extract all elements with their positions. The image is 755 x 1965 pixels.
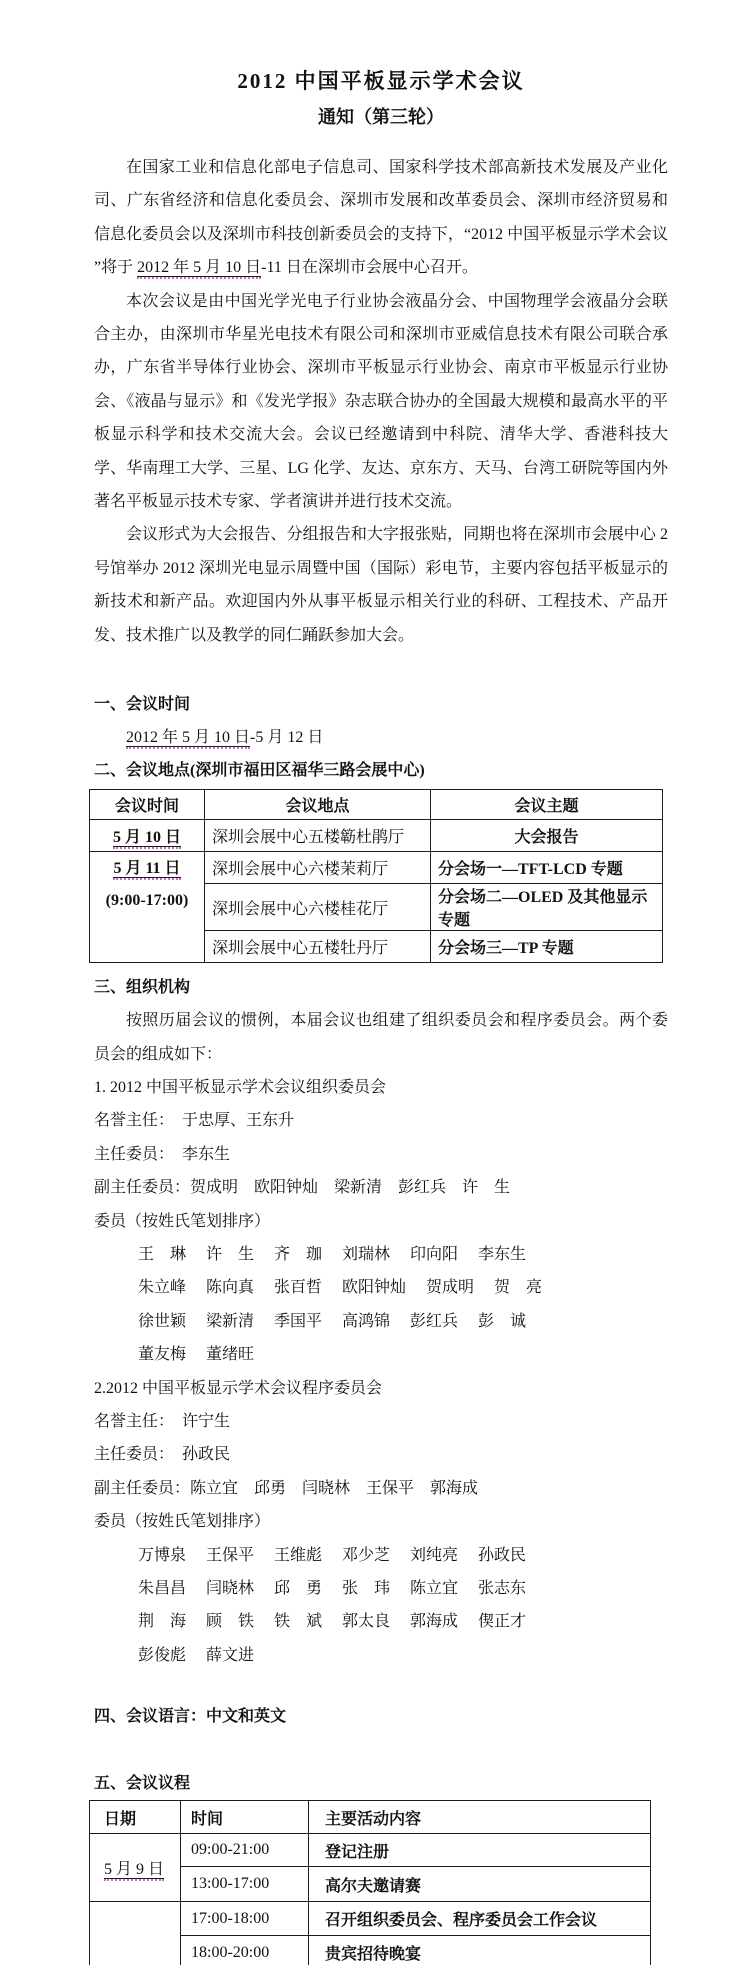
prog-committee-title: 2.2012 中国平板显示学术会议程序委员会 (94, 1379, 383, 1397)
venue-row-1 (90, 820, 663, 852)
agenda-header-activity: 主要活动内容 (309, 1801, 651, 1834)
venue-header-place: 会议地点 (205, 790, 431, 820)
venue-topic-2: 分会场一—TFT-LCD 专题 (431, 852, 663, 884)
prog-members-row-1: 万博泉 王保平 王维彪 邓少芝 刘纯亮 孙政民 (138, 1546, 527, 1564)
agenda-row-1 (90, 1834, 651, 1867)
venue-topic-4: 分会场三—TP 专题 (431, 931, 663, 963)
section-3-body: 按照历届会议的惯例，本届会议也组建了组织委员会和程序委员会。两个委员会的组成如下： (94, 1012, 668, 1063)
conference-date-underline (137, 259, 261, 279)
org-members-row-3: 徐世颖 梁新清 季国平 高鸿锦 彭红兵 彭 诚 (138, 1312, 527, 1330)
org-honorary-chair-line: 名誉主任： 于忠厚、王东升 (94, 1112, 295, 1130)
venue-place-3: 深圳会展中心六楼桂花厅 (205, 884, 431, 931)
venue-date-2-underline (113, 860, 180, 880)
meeting-date-underline (126, 729, 250, 749)
agenda-row-3 (90, 1902, 651, 1936)
agenda-activity-1: 登记注册 (309, 1834, 651, 1867)
agenda-activity-3: 召开组织委员会、程序委员会工作会议 (309, 1902, 651, 1936)
prog-members-row-4: 彭俊彪 薛文进 (138, 1646, 255, 1664)
venue-date-1-text: 5 月 10 日 (112, 829, 181, 847)
org-committee-title: 1. 2012 中国平板显示学术会议组织委员会 (94, 1078, 387, 1096)
doc-title: 2012 中国平板显示学术会议 (237, 69, 525, 93)
intro-p1-text: 在国家工业和信息化部电子信息司、国家科学技术部高新技术发展及产业化司、广东省经济和信息化委员会、深圳市发展和改革委员会、深圳市经济贸易和信息化委员会以及深圳市科技创新委员会的支持下，“2012 中国平板显示学术会议 ”将于 (94, 159, 668, 277)
agenda-time-1: 09:00-21:00 (181, 1834, 309, 1867)
venue-date-1 (90, 820, 205, 852)
venue-date-2 (90, 852, 205, 963)
agenda-date-underline (104, 1861, 164, 1881)
prog-honorary-chair-line: 名誉主任： 许宁生 (94, 1412, 231, 1430)
section-4-heading: 四、会议语言：中文和英文 (94, 1708, 287, 1726)
venue-date-1-underline (113, 829, 181, 849)
org-members-row-1: 王 琳 许 生 齐 珈 刘瑞林 印向阳 李东生 (138, 1245, 527, 1263)
venue-place-1: 深圳会展中心五楼簕杜鹃厅 (205, 820, 431, 852)
prog-members-row-2: 朱昌昌 闫晓林 邱 勇 张 玮 陈立宜 张志东 (138, 1580, 527, 1597)
venue-header-topic: 会议主题 (431, 790, 663, 820)
prog-members-label: 委员（按姓氏笔划排序） (94, 1513, 271, 1531)
meeting-date-rest: -5 月 12 日 (250, 729, 324, 747)
venue-date-2-line2: (9:00-17:00) (105, 892, 189, 910)
agenda-activity-4: 贵宾招待晚宴 (309, 1936, 651, 1965)
agenda-header-time: 时间 (181, 1801, 309, 1834)
agenda-time-4: 18:00-20:00 (181, 1936, 309, 1965)
intro-paragraph-1 (94, 151, 668, 285)
intro-p1-rest: -11 日在深圳市会展中心召开。 (261, 259, 478, 277)
prog-chair-line: 主任委员： 孙政民 (94, 1446, 231, 1464)
venue-topic-1: 大会报告 (431, 820, 663, 852)
org-members-row-2: 朱立峰 陈向真 张百哲 欧阳钟灿 贺成明 贺 亮 (138, 1279, 543, 1297)
section-2-heading: 二、会议地点(深圳市福田区福华三路会展中心) (94, 762, 425, 780)
venue-place-4: 深圳会展中心五楼牡丹厅 (205, 931, 431, 963)
venue-topic-3: 分会场二—OLED 及其他显示专题 (431, 884, 663, 931)
agenda-time-3: 17:00-18:00 (181, 1902, 309, 1936)
section-1-heading: 一、会议时间 (94, 696, 191, 714)
org-vice-chairs-line: 副主任委员：贺成明 欧阳钟灿 梁新清 彭红兵 许 生 (94, 1179, 511, 1197)
agenda-time-2: 13:00-17:00 (181, 1867, 309, 1902)
prog-members-row-3: 荆 海 顾 铁 铁 斌 郭太良 郭海成 偰正才 (138, 1613, 527, 1631)
venue-header-time: 会议时间 (90, 790, 205, 820)
venue-table (89, 789, 663, 963)
agenda-activity-2: 高尔夫邀请赛 (309, 1867, 651, 1902)
intro-paragraph-2: 本次会议是由中国光学光电子行业协会液晶分会、中国物理学会液晶分会联合主办，由深圳市华星光电技术有限公司和深圳市亚威信息技术有限公司联合承办，广东省半导体行业协会、深圳市平板显示行业协会、南京市平板显示行业协会、《液晶与显示》和《发光学报》杂志联合协办的全国最大规模和最高水平的平板显示科学和技术交流大会。会议已经邀请到中科院、清华大学、香港科技大学、华南理工大学、三星、LG 化学、友达、京东方、天马、台湾工研院等国内外著名平板显示技术专家、学者演讲并进行技术交流。 (94, 292, 668, 511)
intro-paragraph-3: 会议形式为大会报告、分组报告和大字报张贴，同期也将在深圳市会展中心 2 号馆举办 2012 深圳光电显示周暨中国（国际）彩电节，主要内容包括平板显示的新技术和新产品。欢迎国内外从事平板显示相关行业的科研、工程技术、产品开发、技术推广以及教学的同仁踊跃参加大会。 (94, 526, 668, 644)
venue-place-2: 深圳会展中心六楼茉莉厅 (205, 852, 431, 884)
agenda-table (89, 1800, 651, 1965)
agenda-header-date: 日期 (90, 1801, 181, 1834)
agenda-date-cell (90, 1834, 181, 1902)
venue-date-2-line1 (90, 853, 204, 885)
prog-vice-chairs-line: 副主任委员：陈立宜 邱勇 闫晓林 王保平 郭海成 (94, 1479, 479, 1497)
meeting-date: 2012 年 5 月 10 日 (126, 729, 251, 747)
org-members-label: 委员（按姓氏笔划排序） (94, 1212, 271, 1230)
doc-subtitle: 通知（第三轮） (318, 107, 444, 127)
agenda-date-text: 5 月 9 日 (104, 1861, 165, 1879)
agenda-header-row (90, 1801, 651, 1834)
org-members-row-4: 董友梅 董绪旺 (138, 1346, 255, 1364)
conference-date: 2012 年 5 月 10 日 (137, 259, 262, 277)
venue-date-2-text: 5 月 11 日 (113, 860, 181, 878)
venue-row-2 (90, 852, 663, 884)
org-chair-line: 主任委员： 李东生 (94, 1145, 231, 1163)
section-1-date-line (94, 721, 668, 754)
section-3-heading: 三、组织机构 (94, 979, 191, 997)
venue-header-row (90, 790, 663, 820)
section-5-heading: 五、会议议程 (94, 1775, 191, 1793)
agenda-date-cell-empty (90, 1902, 181, 1965)
